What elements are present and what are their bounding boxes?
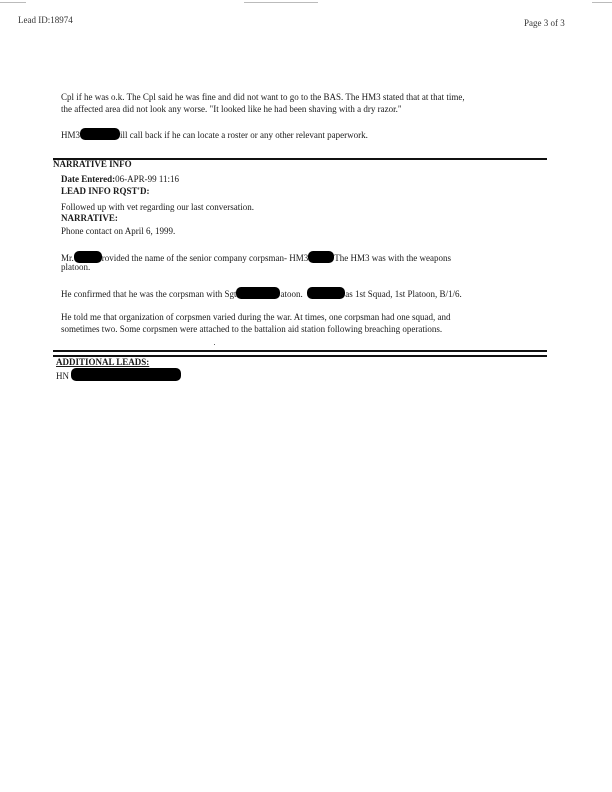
phone-contact: Phone contact on April 6, 1999.	[61, 226, 176, 236]
hm3-callback-line	[61, 128, 368, 142]
date-entered	[61, 174, 179, 186]
additional-lead-prefix: HN	[56, 371, 69, 381]
top-edge-line	[0, 2, 26, 3]
lead-id: Lead ID:18974	[18, 15, 73, 25]
para2-a: He confirmed that he was the corpsman with Sgt	[61, 289, 237, 299]
page-number: Page 3 of 3	[524, 18, 565, 28]
additional-lead-item	[56, 368, 181, 383]
date-entered-label: Date Entered:	[61, 174, 116, 184]
para1-line1	[61, 251, 451, 265]
stray-mark	[214, 344, 215, 345]
para2-c: as 1st Squad, 1st Platoon, B/1/6.	[345, 289, 462, 299]
para2	[61, 287, 462, 301]
redaction-block	[71, 368, 181, 381]
redaction-block	[80, 128, 120, 140]
para1-line2: platoon.	[61, 262, 91, 272]
para3-line2: sometimes two. Some corpsmen were attached to the battalion aid station following breaching operations.	[61, 324, 443, 334]
narrative-info-title: NARRATIVE INFO	[53, 159, 132, 169]
lead-info-text: Followed up with vet regarding our last conversation.	[61, 202, 254, 212]
redaction-block	[308, 251, 334, 263]
intro-line-1: Cpl if he was o.k. The Cpl said he was fine and did not want to go to the BAS. The HM3 stated that at that time,	[61, 92, 465, 102]
para1-b: rovided the name of the senior company corpsman- HM3	[101, 253, 309, 263]
hm3-prefix: HM3	[61, 130, 81, 140]
date-entered-value: 06-APR-99 11:16	[115, 174, 179, 184]
para3-line1: He told me that organization of corpsmen varied during the war. At times, one corpsman had one squad, and	[61, 312, 451, 322]
para2-b: atoon.	[280, 289, 303, 299]
top-edge-line	[244, 2, 318, 3]
intro-line-2: the affected area did not look any worse. "It looked like he had been shaving with a dry razor."	[61, 104, 402, 114]
lead-info-label: LEAD INFO RQST'D:	[61, 186, 150, 196]
additional-leads-title: ADDITIONAL LEADS:	[56, 357, 150, 367]
top-edge-line	[592, 2, 612, 3]
narrative-label: NARRATIVE:	[61, 213, 118, 223]
para1-c: The HM3 was with the weapons	[334, 253, 451, 263]
redaction-block	[307, 287, 345, 299]
section-double-rule-top	[53, 350, 547, 352]
hm3-rest: ill call back if he can locate a roster or any other relevant paperwork.	[120, 130, 368, 140]
redaction-block	[236, 287, 280, 299]
para1-a: Mr.	[61, 253, 74, 263]
